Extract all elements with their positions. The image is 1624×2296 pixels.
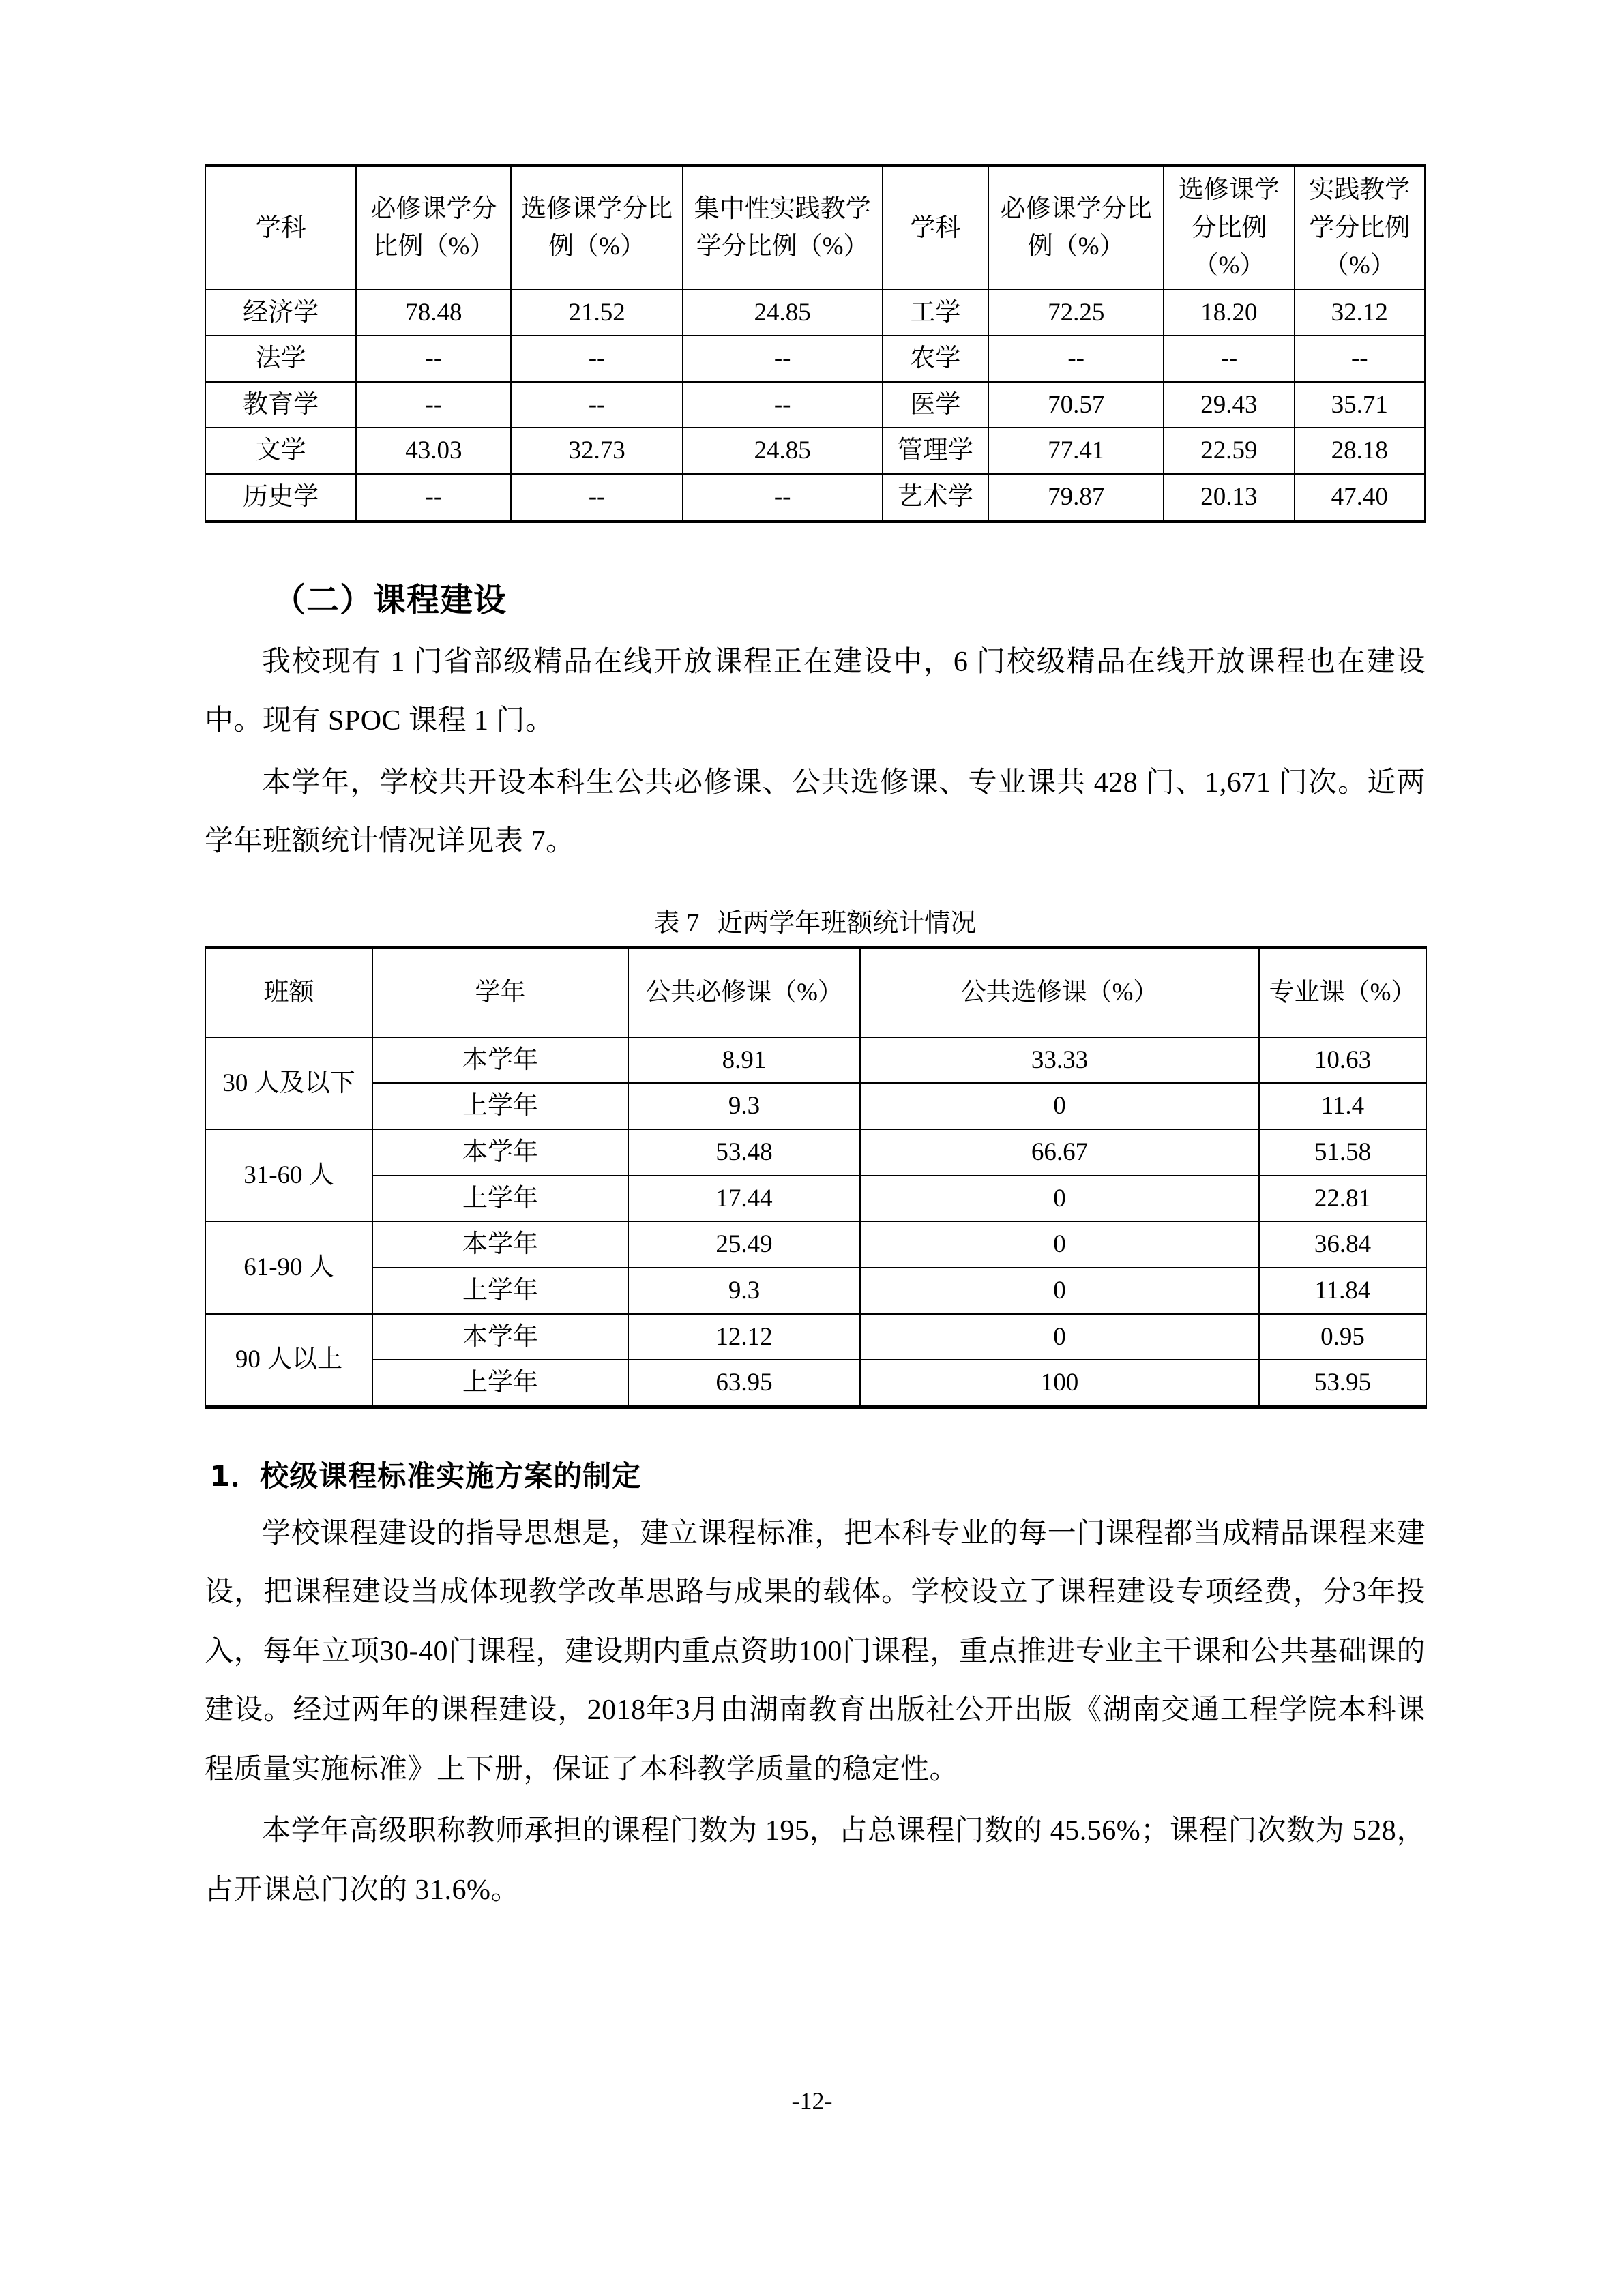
- table-row: [205, 382, 1425, 428]
- cell-public-elective: 100: [860, 1360, 1259, 1407]
- cell-practice-right: --: [1295, 336, 1425, 382]
- cell-public-elective: 0: [860, 1083, 1259, 1129]
- cell-public-required: 17.44: [628, 1176, 860, 1222]
- cell-required-left: --: [356, 382, 511, 428]
- header-cell-academic-year: 学年: [372, 947, 628, 1037]
- header-cell-practice-right: 实践教学学分比例（%）: [1295, 166, 1425, 290]
- table-row: [205, 1083, 1426, 1129]
- cell-class-size-group: 90 人以上: [205, 1314, 372, 1407]
- cell-practice-left: --: [683, 336, 883, 382]
- cell-public-elective: 0: [860, 1176, 1259, 1222]
- cell-required-right: --: [988, 336, 1164, 382]
- header-cell-elective-right: 选修课学分比例（%）: [1164, 166, 1294, 290]
- cell-academic-year: 上学年: [372, 1268, 628, 1314]
- cell-elective-left: --: [511, 336, 682, 382]
- table-row: [205, 1037, 1426, 1084]
- credit-table-header-row: [205, 166, 1425, 290]
- cell-academic-year: 本学年: [372, 1129, 628, 1176]
- header-cell-elective-left: 选修课学分比例（%）: [511, 166, 682, 290]
- cell-public-elective: 0: [860, 1314, 1259, 1360]
- cell-public-elective: 0: [860, 1221, 1259, 1268]
- header-cell-public-elective: 公共选修课（%）: [860, 947, 1259, 1037]
- cell-elective-left: 32.73: [511, 428, 682, 474]
- cell-elective-right: 22.59: [1164, 428, 1294, 474]
- cell-class-size-group: 30 人及以下: [205, 1037, 372, 1129]
- credit-ratio-table: [205, 164, 1426, 523]
- cell-required-right: 77.41: [988, 428, 1164, 474]
- header-cell-required-right: 必修课学分比例（%）: [988, 166, 1164, 290]
- header-cell-discipline-right: 学科: [883, 166, 988, 290]
- cell-discipline-left: 经济学: [205, 290, 356, 336]
- cell-public-elective: 33.33: [860, 1037, 1259, 1084]
- cell-required-left: 78.48: [356, 290, 511, 336]
- cell-required-left: --: [356, 336, 511, 382]
- table-row: [205, 336, 1425, 382]
- header-cell-major-course: 专业课（%）: [1259, 947, 1426, 1037]
- header-cell-required-left: 必修课学分比例（%）: [356, 166, 511, 290]
- cell-major-course: 11.84: [1259, 1268, 1426, 1314]
- cell-elective-right: 29.43: [1164, 382, 1294, 428]
- cell-major-course: 51.58: [1259, 1129, 1426, 1176]
- cell-practice-left: --: [683, 474, 883, 521]
- table-row: [205, 1360, 1426, 1407]
- class-size-header-row: [205, 947, 1426, 1037]
- table-7-caption: [205, 901, 1426, 939]
- table-row: [205, 1221, 1426, 1268]
- cell-public-elective: 0: [860, 1268, 1259, 1314]
- cell-major-course: 22.81: [1259, 1176, 1426, 1222]
- cell-elective-right: 20.13: [1164, 474, 1294, 521]
- cell-discipline-left: 历史学: [205, 474, 356, 521]
- table-7-caption-title: 近两学年班额统计情况: [717, 908, 977, 938]
- paragraph-course-counts: 本学年，学校共开设本科生公共必修课、公共选修课、专业课共 428 门、1,671 门次。近两学年班额统计情况详见表 7。: [205, 766, 1426, 858]
- cell-public-required: 8.91: [628, 1037, 860, 1084]
- cell-major-course: 0.95: [1259, 1314, 1426, 1360]
- subsection-heading-course-standard: 1．校级课程标准实施方案的制定: [210, 1459, 642, 1493]
- cell-discipline-right: 艺术学: [883, 474, 988, 521]
- cell-public-elective: 66.67: [860, 1129, 1259, 1176]
- cell-discipline-left: 教育学: [205, 382, 356, 428]
- cell-elective-left: --: [511, 474, 682, 521]
- class-size-table: [205, 946, 1427, 1409]
- cell-practice-left: 24.85: [683, 290, 883, 336]
- cell-discipline-right: 工学: [883, 290, 988, 336]
- page-content: [205, 164, 1426, 1923]
- cell-class-size-group: 31-60 人: [205, 1129, 372, 1221]
- cell-discipline-left: 法学: [205, 336, 356, 382]
- table-row: [205, 1129, 1426, 1176]
- cell-elective-left: 21.52: [511, 290, 682, 336]
- cell-academic-year: 本学年: [372, 1221, 628, 1268]
- cell-practice-right: 47.40: [1295, 474, 1425, 521]
- cell-major-course: 53.95: [1259, 1360, 1426, 1407]
- cell-academic-year: 上学年: [372, 1360, 628, 1407]
- cell-discipline-left: 文学: [205, 428, 356, 474]
- cell-public-required: 9.3: [628, 1268, 860, 1314]
- cell-academic-year: 上学年: [372, 1083, 628, 1129]
- cell-academic-year: 本学年: [372, 1314, 628, 1360]
- cell-major-course: 11.4: [1259, 1083, 1426, 1129]
- cell-practice-right: 35.71: [1295, 382, 1425, 428]
- table-row: [205, 474, 1425, 521]
- cell-public-required: 53.48: [628, 1129, 860, 1176]
- table-7-caption-label: 表 7: [653, 908, 700, 938]
- cell-elective-right: 18.20: [1164, 290, 1294, 336]
- cell-discipline-right: 医学: [883, 382, 988, 428]
- cell-academic-year: 上学年: [372, 1176, 628, 1222]
- cell-required-left: 43.03: [356, 428, 511, 474]
- cell-public-required: 25.49: [628, 1221, 860, 1268]
- cell-discipline-right: 管理学: [883, 428, 988, 474]
- cell-major-course: 10.63: [1259, 1037, 1426, 1084]
- cell-practice-right: 32.12: [1295, 290, 1425, 336]
- cell-public-required: 12.12: [628, 1314, 860, 1360]
- table-row: [205, 428, 1425, 474]
- cell-public-required: 63.95: [628, 1360, 860, 1407]
- table-row: [205, 1314, 1426, 1360]
- cell-major-course: 36.84: [1259, 1221, 1426, 1268]
- header-cell-practice-left: 集中性实践教学学分比例（%）: [683, 166, 883, 290]
- header-cell-class-size: 班额: [205, 947, 372, 1037]
- cell-practice-left: 24.85: [683, 428, 883, 474]
- cell-public-required: 9.3: [628, 1083, 860, 1129]
- cell-discipline-right: 农学: [883, 336, 988, 382]
- header-cell-discipline-left: 学科: [205, 166, 356, 290]
- paragraph-senior-teacher-stats: 本学年高级职称教师承担的课程门数为 195，占总课程门数的 45.56%；课程门次数为 528，占开课总门次的 31.6%。: [205, 1815, 1426, 1906]
- cell-academic-year: 本学年: [372, 1037, 628, 1084]
- cell-required-right: 72.25: [988, 290, 1164, 336]
- cell-required-left: --: [356, 474, 511, 521]
- cell-required-right: 79.87: [988, 474, 1164, 521]
- table-row: [205, 1176, 1426, 1222]
- cell-practice-left: --: [683, 382, 883, 428]
- section-heading-course-construction: （二）课程建设: [273, 580, 507, 619]
- table-row: [205, 290, 1425, 336]
- page-number: -12-: [791, 2087, 833, 2115]
- cell-class-size-group: 61-90 人: [205, 1221, 372, 1313]
- cell-elective-right: --: [1164, 336, 1294, 382]
- cell-practice-right: 28.18: [1295, 428, 1425, 474]
- header-cell-public-required: 公共必修课（%）: [628, 947, 860, 1037]
- paragraph-online-courses: 我校现有 1 门省部级精品在线开放课程正在建设中，6 门校级精品在线开放课程也在建设中。现有 SPOC 课程 1 门。: [205, 646, 1426, 737]
- cell-elective-left: --: [511, 382, 682, 428]
- paragraph-course-standard: 学校课程建设的指导思想是，建立课程标准，把本科专业的每一门课程都当成精品课程来建设，把课程建设当成体现教学改革思路与成果的载体。学校设立了课程建设专项经费，分3年投入，每年立项30-40门课程，建设期内重点资助100门课程，重点推进专业主干课和公共基础课的建设。经过两年的课程建设，2018年3月由湖南教育出版社公开出版《湖南交通工程学院本科课程质量实施标准》上下册，保证了本科教学质量的稳定性。: [205, 1517, 1426, 1785]
- cell-required-right: 70.57: [988, 382, 1164, 428]
- table-row: [205, 1268, 1426, 1314]
